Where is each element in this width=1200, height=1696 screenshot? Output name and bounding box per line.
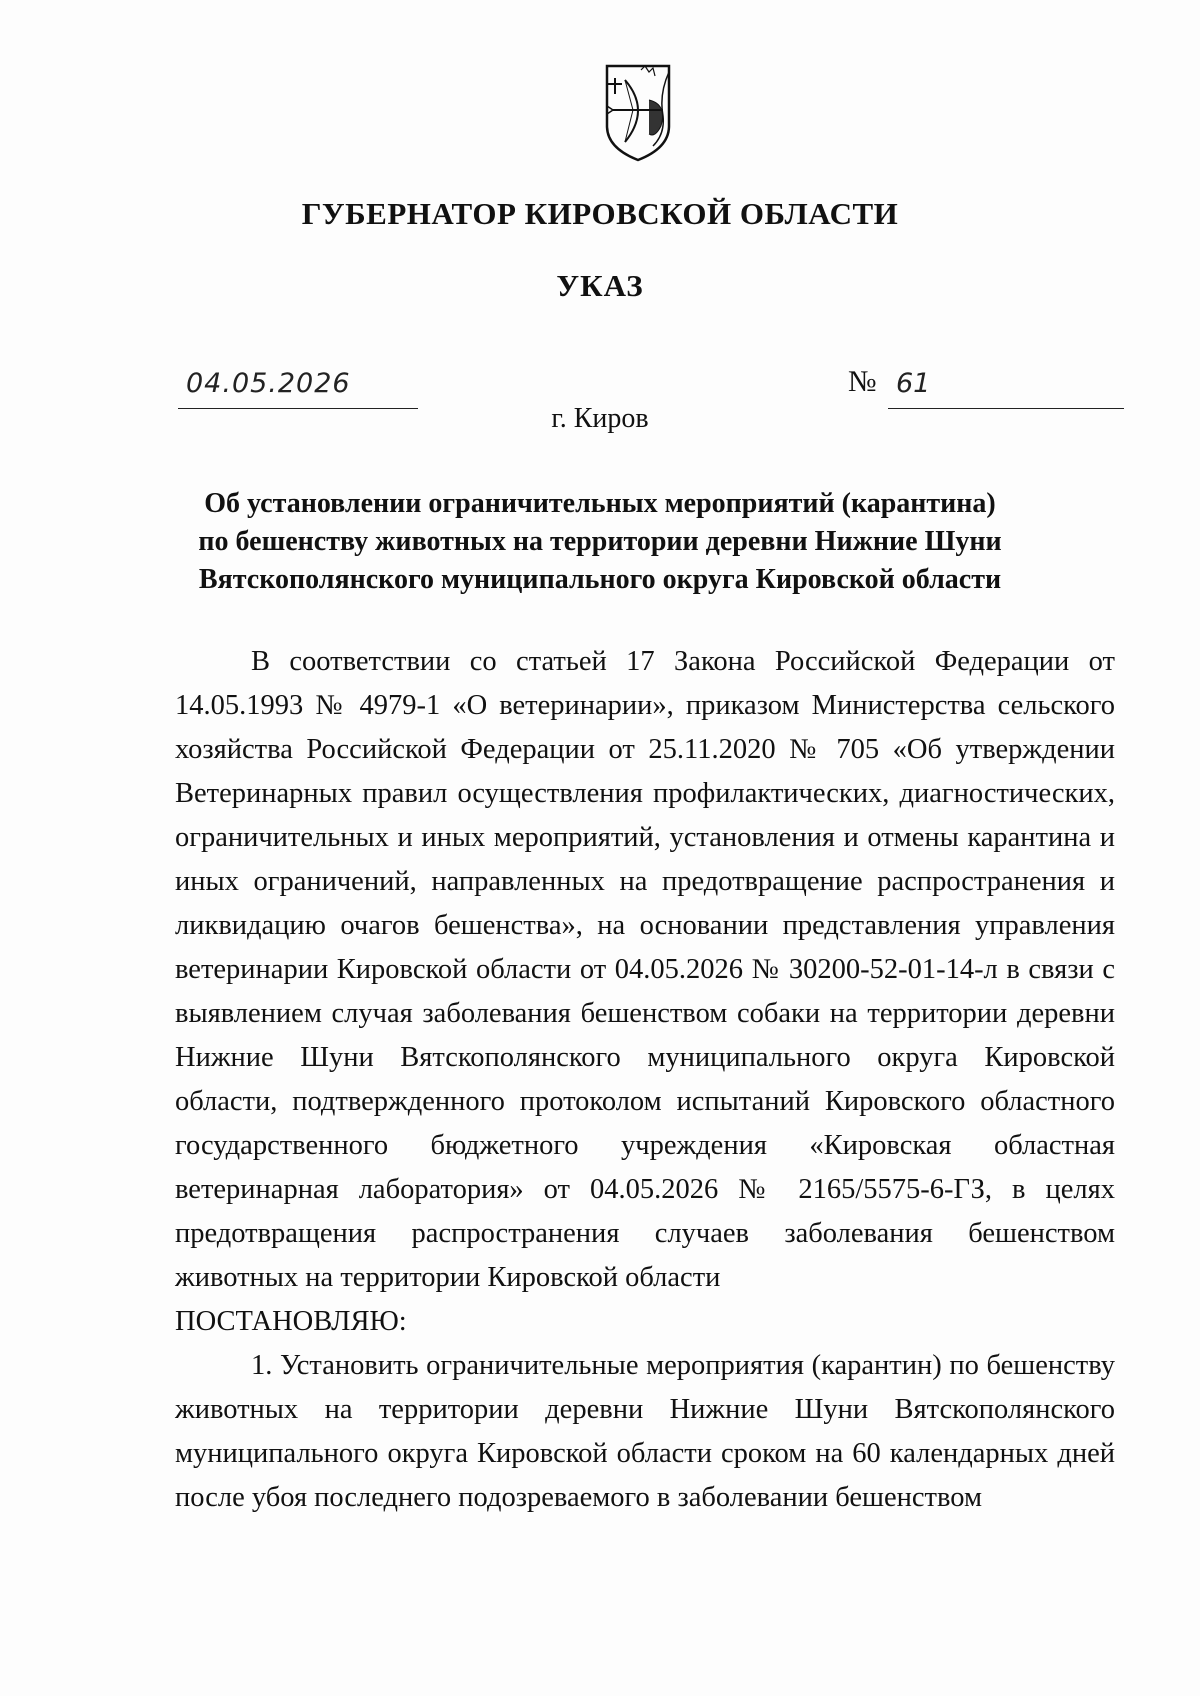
city-line: г. Киров	[551, 403, 649, 434]
document-type: УКАЗ	[556, 268, 644, 303]
coat-of-arms-icon	[603, 64, 673, 162]
issuer-title: ГУБЕРНАТОР КИРОВСКОЙ ОБЛАСТИ	[301, 196, 899, 231]
document-body	[175, 640, 1115, 1520]
document-subject	[150, 485, 1050, 599]
decree-word: ПОСТАНОВЛЯЮ:	[175, 1306, 407, 1337]
item-1-paragraph: 1. Установить ограничительные мероприятия (карантин) по бешенству животных на территории деревни Нижние Шуни Вятскополянского муниципального округа Кировской области сроком на 60 календарных дней после убоя последнего подозреваемого в заболевании бешенством	[175, 1350, 1115, 1513]
handwritten-number: 61	[896, 368, 931, 399]
handwritten-date: 04.05.2026	[186, 368, 351, 399]
subject-line-2: по бешенству животных на территории деревни Нижние Шуни	[198, 526, 1002, 557]
preamble-paragraph: В соответствии со статьей 17 Закона Российской Федерации от 14.05.1993 № 4979-1 «О ветеринарии», приказом Министерства сельского хозяйства Российской Федерации от 25.11.2020 № 705 «Об утверждении Ветеринарных правил осуществления профилактических, диагностических, ограничительных и иных мероприятий, установления и отмены карантина и иных ограничений, направленных на предотвращение распространения и ликвидацию очагов бешенства», на основании представления управления ветеринарии Кировской области от 04.05.2026 № 30200-52-01-14-л в связи с выявлением случая заболевания бешенством собаки на территории деревни Нижние Шуни Вятскополянского муниципального округа Кировской области, подтвержденного протоколом испытаний Кировского областного государственного бюджетного учреждения «Кировская областная ветеринарная лаборатория» от 04.05.2026 № 2165/5575-6-ГЗ, в целях предотвращения распространения случаев заболевания бешенством животных на территории Кировской области	[175, 646, 1115, 1293]
subject-line-1: Об установлении ограничительных мероприятий (карантина)	[204, 488, 996, 519]
number-sign: №	[848, 365, 877, 398]
subject-line-3: Вятскополянского муниципального округа Кировской области	[198, 564, 1002, 595]
